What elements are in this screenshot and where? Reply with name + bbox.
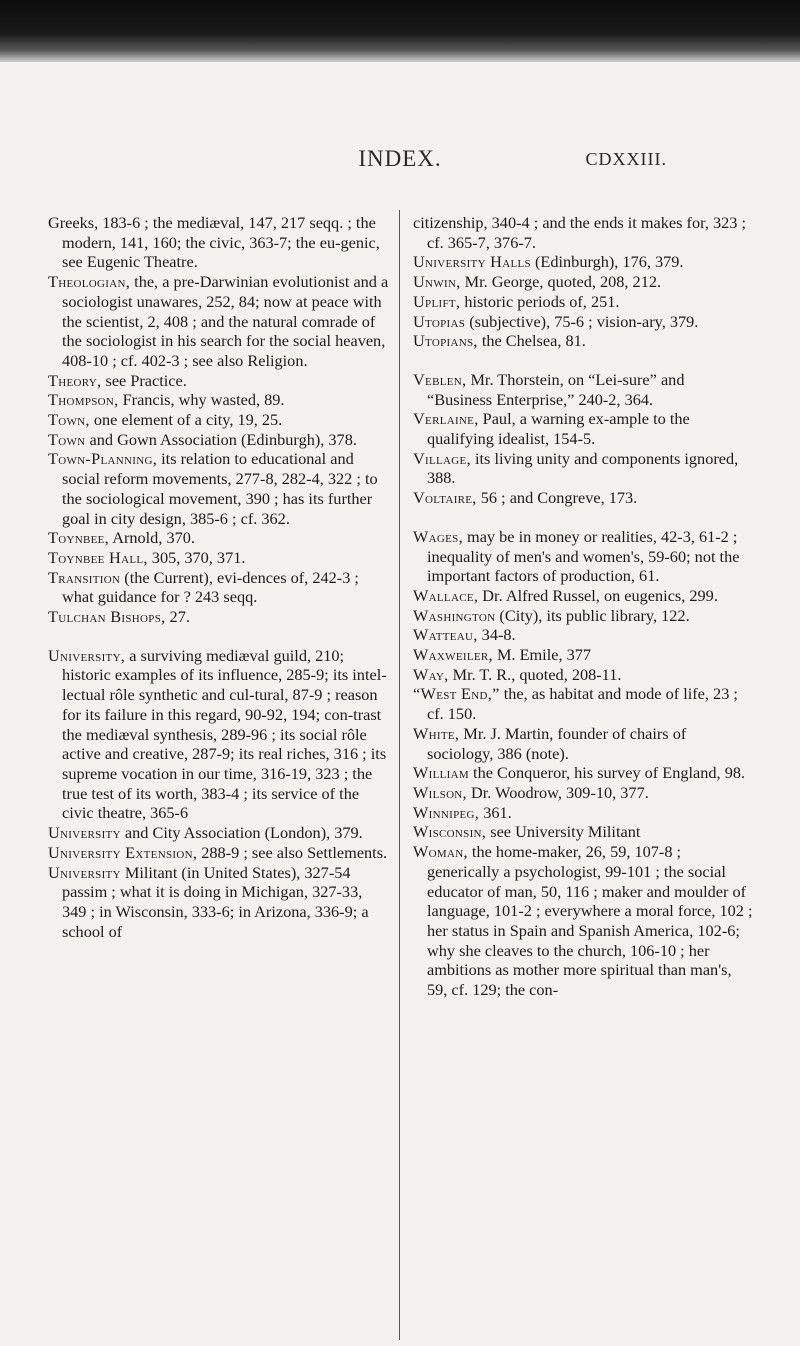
index-entry: [413, 252, 753, 272]
index-entry-text: citizenship, 340-4 ; and the ends it makes for, 323 ; cf. 365-7, 376-7.: [413, 213, 747, 252]
index-entry: [48, 607, 390, 627]
index-headword: Toynbee Hall,: [48, 547, 148, 567]
index-entry: [48, 390, 390, 410]
index-entry: [48, 213, 390, 272]
index-entry: [413, 606, 753, 626]
index-entry: [48, 449, 390, 528]
index-entry-text: may be in money or realities, 42-3, 61-2 ; inequality of men's and women's, 59-60; not the important factors of production, 61.: [427, 526, 740, 586]
index-headword: Voltaire,: [413, 488, 477, 508]
page-title: INDEX.: [358, 146, 442, 171]
scan-top-band: [0, 0, 800, 62]
index-entry-text: 361.: [479, 802, 512, 822]
page-number: CDXXIII.: [585, 149, 667, 169]
index-headword: Theologian,: [48, 272, 131, 292]
index-entry: [413, 409, 753, 448]
index-headword: Winnipeg,: [413, 802, 480, 822]
index-entry-text: (subjective), 75-6 ; vision-ary, 379.: [465, 311, 699, 331]
index-headword: University Extension,: [48, 842, 198, 862]
index-entry-text: Mr. T. R., quoted, 208-11.: [448, 664, 622, 684]
index-headword: Verlaine,: [413, 409, 479, 429]
page-header: [0, 146, 800, 186]
index-entry: [48, 528, 390, 548]
index-entry-text: and Gown Association (Edinburgh), 378.: [85, 429, 357, 449]
index-entry-text: see Practice.: [101, 370, 187, 390]
index-column-right: [413, 213, 753, 1000]
index-entry: [413, 665, 753, 685]
index-entry: [48, 371, 390, 391]
column-divider: [399, 210, 400, 1340]
index-headword: Village,: [413, 448, 471, 468]
index-entry-text: (Edinburgh), 176, 379.: [530, 252, 684, 272]
index-entry: [48, 823, 390, 843]
index-headword: University,: [48, 645, 126, 665]
index-entry: [413, 763, 753, 783]
index-entry-text: (City), its public library, 122.: [495, 605, 690, 625]
index-entry-text: M. Emile, 377: [492, 645, 592, 665]
index-headword: Theory,: [48, 370, 102, 390]
index-column-left: [48, 213, 390, 941]
index-entry: [413, 842, 753, 1000]
index-entry: [413, 625, 753, 645]
index-entry: [48, 843, 390, 863]
index-entry: [413, 645, 753, 665]
index-headword: Transition: [48, 567, 121, 587]
index-headword: Veblen,: [413, 369, 467, 389]
index-entry: [413, 272, 753, 292]
index-headword: University: [48, 823, 121, 843]
index-headword: University Halls: [413, 252, 531, 272]
index-entry-text: Mr. Thorstein, on “Lei-sure” and “Business Enterprise,” 240-2, 364.: [427, 369, 685, 409]
index-headword: Wallace,: [413, 585, 479, 605]
index-headword: “West End,”: [413, 684, 500, 704]
index-entry: [413, 449, 753, 488]
index-headword: Uplift,: [413, 291, 461, 311]
index-entry-text: the Conqueror, his survey of England, 98.: [468, 763, 746, 783]
index-entry: [413, 822, 753, 842]
index-entry-text: the, as habitat and mode of life, 23 ; cf. 150.: [427, 684, 738, 724]
index-headword: Town-Planning,: [48, 449, 158, 469]
index-entry: [413, 370, 753, 409]
index-entry-text: Militant (in United States), 327-54 passim ; what it is doing in Michigan, 327-33, 349 ; in Wisconsin, 333-6; in Arizona, 336-9; a school of: [62, 862, 369, 941]
index-entry-text: a surviving mediæval guild, 210; historic examples of its influence, 285-9; its intel-lectual rôle synthetic and cul-tural, 87-9 ; reason for its failure in this regard, 90-92, 194; con-trast the mediæval synthesis, 289-96 ; its social rôle active and creative, 287-9; its real riches, 316 ; its supreme vocation in our time, 316-19, 323 ; the true test of its worth, 383-4 ; its service of the civic theatre, 365-6: [62, 645, 387, 823]
index-entry: [48, 430, 390, 450]
index-entry-text: historic periods of, 251.: [460, 291, 620, 311]
index-headword: Town: [48, 429, 86, 449]
index-entry: [413, 488, 753, 508]
index-entry-text: (the Current), evi-dences of, 242-3 ; what guidance for ? 243 seqq.: [62, 567, 359, 607]
index-headword: Toynbee,: [48, 528, 110, 548]
index-entry: [413, 331, 753, 351]
index-headword: Utopias: [413, 311, 466, 331]
index-entry: [48, 568, 390, 607]
index-entry: [413, 724, 753, 763]
index-entry-text: Arnold, 370.: [109, 528, 195, 548]
index-entry-text: see University Militant: [486, 822, 641, 842]
index-entry-text: 305, 370, 371.: [147, 547, 246, 567]
index-headword: Town,: [48, 410, 90, 430]
index-entry-text: Paul, a warning ex-ample to the qualifying idealist, 154-5.: [427, 409, 690, 449]
index-headword: William: [413, 763, 469, 783]
index-entry-text: its living unity and components ignored, 388.: [427, 448, 739, 488]
index-entry-text: Mr. George, quoted, 208, 212.: [460, 272, 662, 292]
index-headword: Unwin,: [413, 272, 461, 292]
index-entry-text: its relation to educational and social reform movements, 277-8, 282-4, 322 ; to the sociological movement, 390 ; has its further goal in city design, 385-6 ; cf. 362.: [62, 449, 378, 528]
index-entry: [413, 213, 753, 252]
index-headword: Waxweiler,: [413, 645, 493, 665]
index-entry-text: Greeks, 183-6 ; the mediæval, 147, 217 seqq. ; the modern, 141, 160; the civic, 363-7; the eu-genic, see Eugenic Theatre.: [48, 213, 380, 272]
index-headword: White,: [413, 723, 460, 743]
index-entry: [413, 292, 753, 312]
index-headword: Wisconsin,: [413, 822, 487, 842]
index-entry-text: Dr. Alfred Russel, on eugenics, 299.: [478, 585, 718, 605]
index-entry: [413, 527, 753, 586]
index-entry: [413, 684, 753, 723]
index-entry-text: Francis, why wasted, 89.: [118, 390, 285, 410]
index-entry-text: 56 ; and Congreve, 173.: [476, 488, 638, 508]
index-entry: [413, 312, 753, 332]
index-headword: Tulchan Bishops,: [48, 607, 166, 627]
index-entry-text: 27.: [165, 607, 190, 627]
index-entry-text: one element of a city, 19, 25.: [89, 410, 283, 430]
index-entry-text: and City Association (London), 379.: [120, 823, 363, 843]
index-entry: [48, 272, 390, 371]
index-entry-text: the home-maker, 26, 59, 107-8 ; generically a psychologist, 99-101 ; the social educator of man, 50, 116 ; maker and moulder of language, 101-2 ; everywhere a moral force, 102 ; her status in Spain and Spanish America, 102-6; why she cleaves to the church, 106-10 ; her ambitions as mother more spiritual than man's, 59, cf. 129; the con-: [427, 842, 753, 1000]
index-headword: Thompson,: [48, 390, 119, 410]
index-headword: Watteau,: [413, 625, 478, 645]
index-entry: [48, 863, 390, 942]
index-entry: [48, 646, 390, 823]
index-entry: [48, 548, 390, 568]
index-entry-text: 34-8.: [477, 625, 516, 645]
index-entry-text: the Chelsea, 81.: [477, 331, 586, 351]
index-headword: Washington: [413, 605, 496, 625]
index-entry-text: 288-9 ; see also Settlements.: [197, 842, 388, 862]
index-entry: [413, 803, 753, 823]
index-headword: Wages,: [413, 526, 463, 546]
index-headword: Way,: [413, 664, 449, 684]
index-headword: Woman,: [413, 842, 468, 862]
index-entry-text: the, a pre-Darwinian evolutionist and a sociologist unawares, 252, 84; now at peace with the scientist, 2, 408 ; and the natural comrade of the sociologist in his search for the social heaven, 408-10 ; cf. 402-3 ; see also Religion.: [62, 272, 389, 370]
index-entry: [413, 783, 753, 803]
index-headword: Utopians,: [413, 331, 478, 351]
index-entry: [48, 410, 390, 430]
index-entry-text: Mr. J. Martin, founder of chairs of sociology, 386 (note).: [427, 723, 687, 763]
index-headword: University: [48, 862, 121, 882]
index-headword: Wilson,: [413, 782, 467, 802]
index-entry-text: Dr. Woodrow, 309-10, 377.: [466, 782, 649, 802]
index-entry: [413, 586, 753, 606]
